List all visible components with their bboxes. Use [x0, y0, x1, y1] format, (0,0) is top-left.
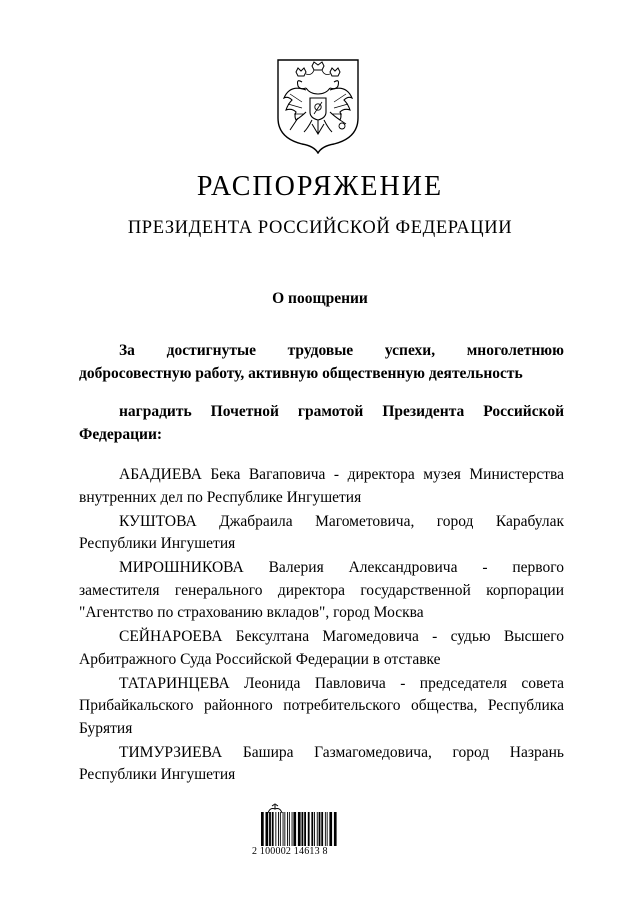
- barcode-bar: [321, 812, 323, 846]
- barcode-bar: [283, 812, 284, 846]
- barcode-bar: [311, 812, 313, 846]
- barcode-bar: [302, 812, 304, 846]
- barcode-bar: [269, 812, 271, 846]
- barcode-block: [252, 802, 372, 864]
- issuer-subtitle: ПРЕЗИДЕНТА РОССИЙСКОЙ ФЕДЕРАЦИИ: [127, 218, 513, 238]
- barcode-bar: [292, 812, 293, 846]
- barcode-number: 2 100002 14613 8: [252, 846, 328, 857]
- awardees-list: [79, 464, 564, 788]
- barcode-bar: [329, 812, 332, 846]
- awardee-item: СЕЙНАРОЕВА Бексултана Магомедовича - судью Высшего Арбитражного Суда Российской Федерации в отставке: [79, 628, 564, 668]
- barcode-bar: [266, 812, 269, 846]
- barcode-bar: [293, 812, 296, 846]
- barcode-icon: [260, 812, 360, 846]
- barcode-bar: [280, 812, 281, 846]
- preamble-paragraph: За достигнутые трудовые успехи, многолетнюю добросовестную работу, активную общественную деятельность: [79, 342, 564, 382]
- awardee-item: ТАТАРИНЦЕВА Леонида Павловича - председателя совета Прибайкальского районного потребительского общества, Республика Бурятия: [79, 674, 564, 737]
- barcode-bar: [289, 812, 290, 846]
- barcode-bar: [298, 812, 301, 846]
- barcode-bar: [319, 812, 321, 846]
- awardee-item: КУШТОВА Джабраила Магометовича, город Карабулак Республики Ингушетия: [79, 512, 564, 552]
- document-subject: О поощрении: [272, 290, 368, 307]
- barcode-bar: [317, 812, 318, 846]
- awardee-item: АБАДИЕВА Бека Вагаповича - директора музея Министерства внутренних дел по Республике Ингушетия: [79, 466, 564, 506]
- barcode-bar: [304, 812, 306, 846]
- barcode-bar: [327, 812, 328, 846]
- awardee-item: МИРОШНИКОВА Валерия Александровича - первого заместителя генерального директора государственной корпорации "Агентство по страхованию вкладов", город Москва: [79, 559, 564, 621]
- decision-paragraph: наградить Почетной грамотой Президента Российской Федерации:: [79, 403, 564, 443]
- barcode-bar: [325, 812, 326, 846]
- barcode-bar: [334, 812, 337, 846]
- barcode-bar: [261, 812, 264, 846]
- barcode-bar: [278, 812, 279, 846]
- document-type-title: РАСПОРЯЖЕНИЕ: [196, 171, 444, 202]
- coat-of-arms-icon: [276, 58, 360, 154]
- barcode-bar: [314, 812, 315, 846]
- awardee-item: ТИМУРЗИЕВА Башира Газмагомедовича, город Назрань Республики Ингушетия: [79, 743, 564, 783]
- barcode-bar: [275, 812, 276, 846]
- barcode-bar: [272, 812, 274, 846]
- barcode-bar: [287, 812, 288, 846]
- barcode-bar: [308, 812, 310, 846]
- barcode-bar: [284, 812, 285, 846]
